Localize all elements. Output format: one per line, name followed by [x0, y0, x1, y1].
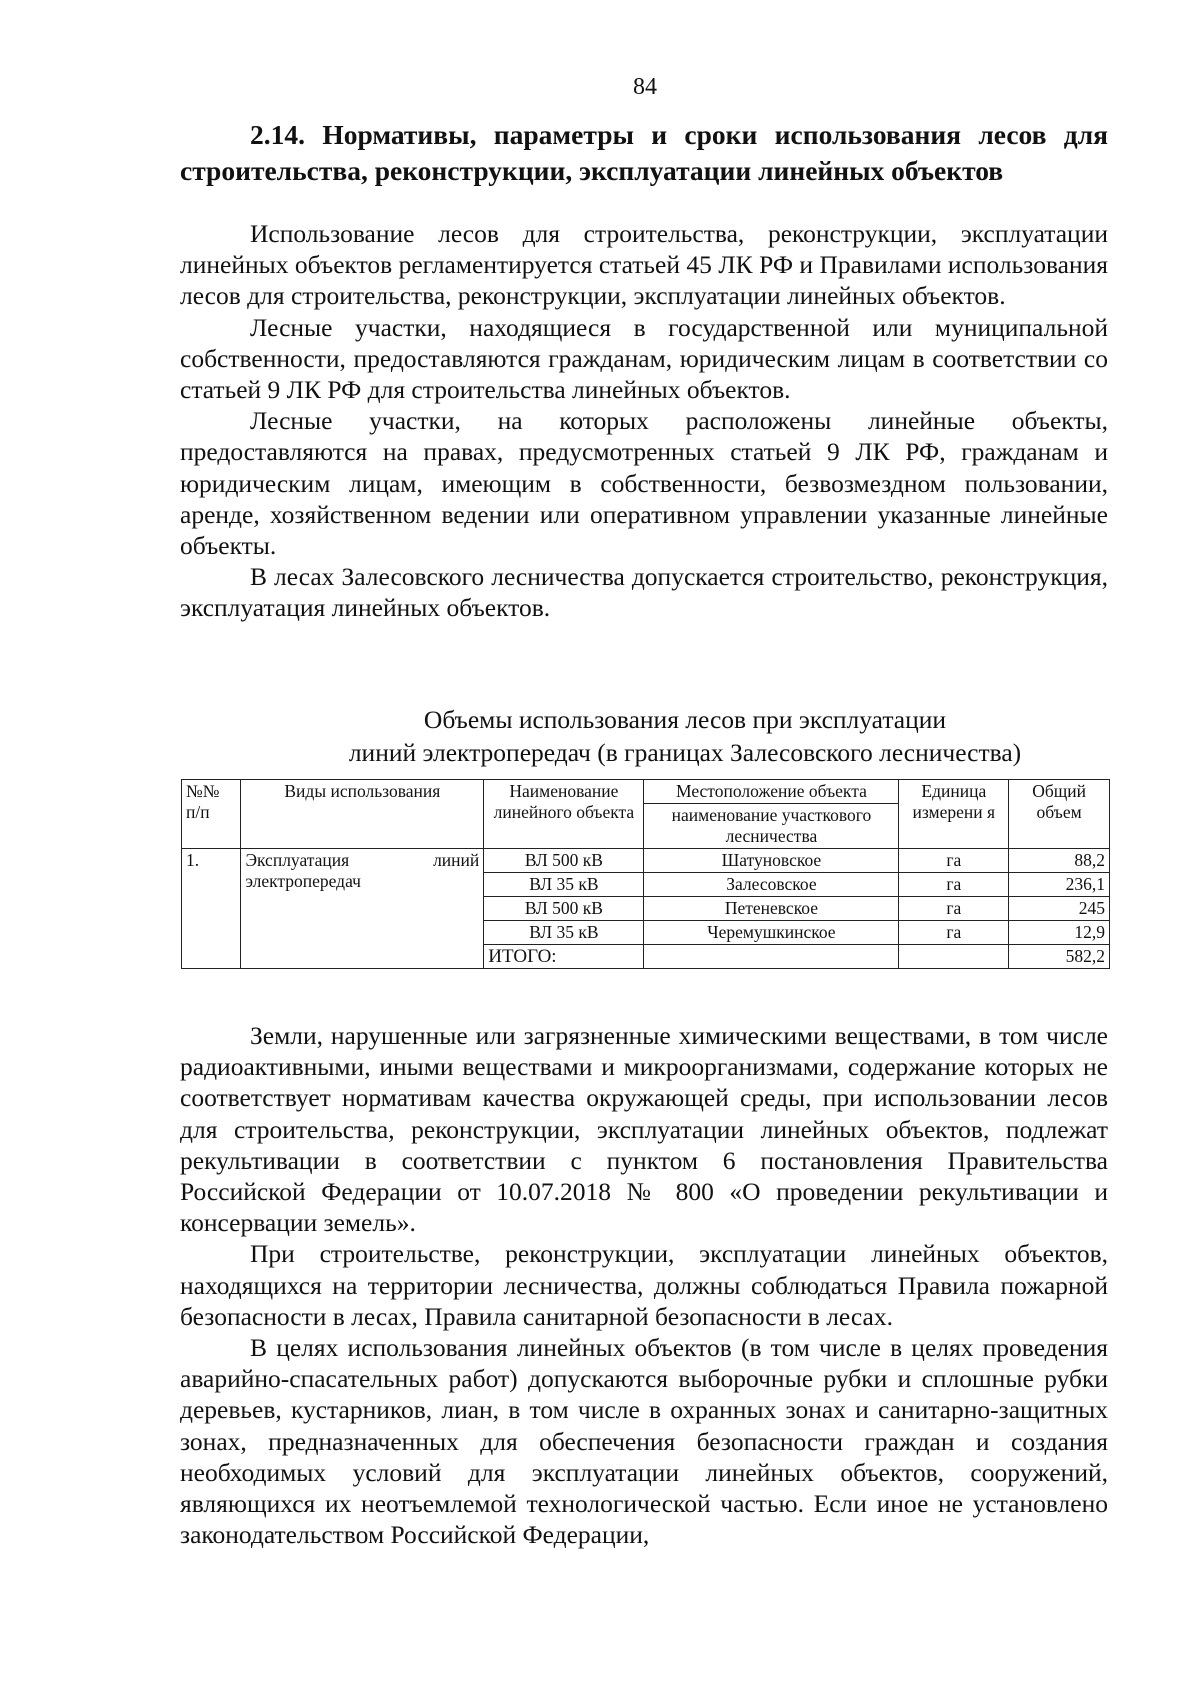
- cell-unit: га: [899, 873, 1009, 897]
- cell-total: 245: [1009, 897, 1110, 921]
- table-header-row: [182, 780, 1110, 804]
- cell-total: 12,9: [1009, 921, 1110, 945]
- cell-unit: га: [899, 921, 1009, 945]
- header-location-sub: наименование участкового лесничества: [644, 804, 899, 849]
- section-heading-line-2: строительства, реконструкции, эксплуатации линейных объектов: [180, 155, 1004, 186]
- cell-empty: [644, 945, 899, 969]
- paragraph: В целях использования линейных объектов (в том числе в целях проведения аварийно-спасательных работ) допускаются выборочные рубки и сплошные рубки деревьев, кустарников, лиан, в том числе в охранных зонах и санитарно-защитных зонах, предназначенных для обеспечения безопасности граждан и создания необходимых условий для эксплуатации линейных объектов, сооружений, являющихся их неотъемлемой технологической частью. Если иное не установлено законодательством Российской Федерации,: [180, 1333, 1108, 1550]
- header-object-name: Наименование линейного объекта: [484, 780, 644, 849]
- forest-use-volumes-table: [181, 779, 1110, 969]
- cell-group-kind: [241, 849, 484, 969]
- header-kind: Виды использования: [241, 780, 484, 849]
- cell-empty: [899, 945, 1009, 969]
- section-heading-line-1: 2.14. Нормативы, параметры и сроки использования лесов для: [250, 119, 1108, 150]
- cell-group-num: 1.: [182, 849, 241, 969]
- cell-group-kind-line-1: Эксплуатация линий: [245, 850, 480, 870]
- paragraph: Земли, нарушенные или загрязненные химическими веществами, в том числе радиоактивными, иными веществами и микроорганизмами, содержание которых не соответствует нормативам качества окружающей среды, при использовании лесов для строительства, реконструкции, эксплуатации линейных объектов, подлежат рекультивации в соответствии с пунктом 6 постановления Правительства Российской Федерации от 10.07.2018 № 800 «О проведении рекультивации и консервации земель».: [180, 1021, 1108, 1238]
- cell-location: Шатуновское: [644, 849, 899, 873]
- table-row: [182, 849, 1110, 873]
- cell-total: 88,2: [1009, 849, 1110, 873]
- table-title: [180, 703, 1190, 769]
- body-text-after-table: [180, 1020, 1108, 1550]
- cell-object: ВЛ 35 кВ: [484, 873, 644, 897]
- header-location: Местоположение объекта: [644, 780, 899, 804]
- cell-unit: га: [899, 897, 1009, 921]
- body-text-before-table: [180, 218, 1108, 624]
- cell-location: Петеневское: [644, 897, 899, 921]
- cell-location: Залесовское: [644, 873, 899, 897]
- cell-total-label: ИТОГО:: [484, 945, 644, 969]
- cell-object: ВЛ 500 кВ: [484, 897, 644, 921]
- header-total: Общий объем: [1009, 780, 1110, 849]
- section-heading: [180, 117, 1108, 189]
- page-number: 84: [633, 74, 657, 100]
- cell-object: ВЛ 500 кВ: [484, 849, 644, 873]
- paragraph: Лесные участки, находящиеся в государственной или муниципальной собственности, предоставляются гражданам, юридическим лицам в соответствии со статьей 9 ЛК РФ для строительства линейных объектов.: [180, 312, 1108, 405]
- cell-grand-total: 582,2: [1009, 945, 1110, 969]
- cell-total: 236,1: [1009, 873, 1110, 897]
- cell-object: ВЛ 35 кВ: [484, 921, 644, 945]
- cell-group-kind-line-2: электропередач: [245, 871, 361, 891]
- paragraph: Лесные участки, на которых расположены линейные объекты, предоставляются на правах, предусмотренных статьей 9 ЛК РФ, гражданам и юридическим лицам, имеющим в собственности, безвозмездном пользовании, аренде, хозяйственном ведении или оперативном управлении указанные линейные объекты.: [180, 406, 1108, 561]
- paragraph: При строительстве, реконструкции, эксплуатации линейных объектов, находящихся на территории лесничества, должны соблюдаться Правила пожарной безопасности в лесах, Правила санитарной безопасности в лесах.: [180, 1239, 1108, 1331]
- table-title-line-2: линий электропередач (в границах Залесовского лесничества): [348, 738, 1022, 767]
- cell-location: Черемушкинское: [644, 921, 899, 945]
- header-num: №№ п/п: [182, 780, 241, 849]
- cell-unit: га: [899, 849, 1009, 873]
- paragraph: Использование лесов для строительства, реконструкции, эксплуатации линейных объектов регламентируется статьей 45 ЛК РФ и Правилами использования лесов для строительства, реконструкции, эксплуатации линейных объектов.: [180, 219, 1108, 311]
- table-title-line-1: Объемы использования лесов при эксплуатации: [423, 705, 947, 734]
- paragraph: В лесах Залесовского лесничества допускается строительство, реконструкция, эксплуатация линейных объектов.: [180, 562, 1108, 623]
- header-unit: Единица измерени я: [899, 780, 1009, 849]
